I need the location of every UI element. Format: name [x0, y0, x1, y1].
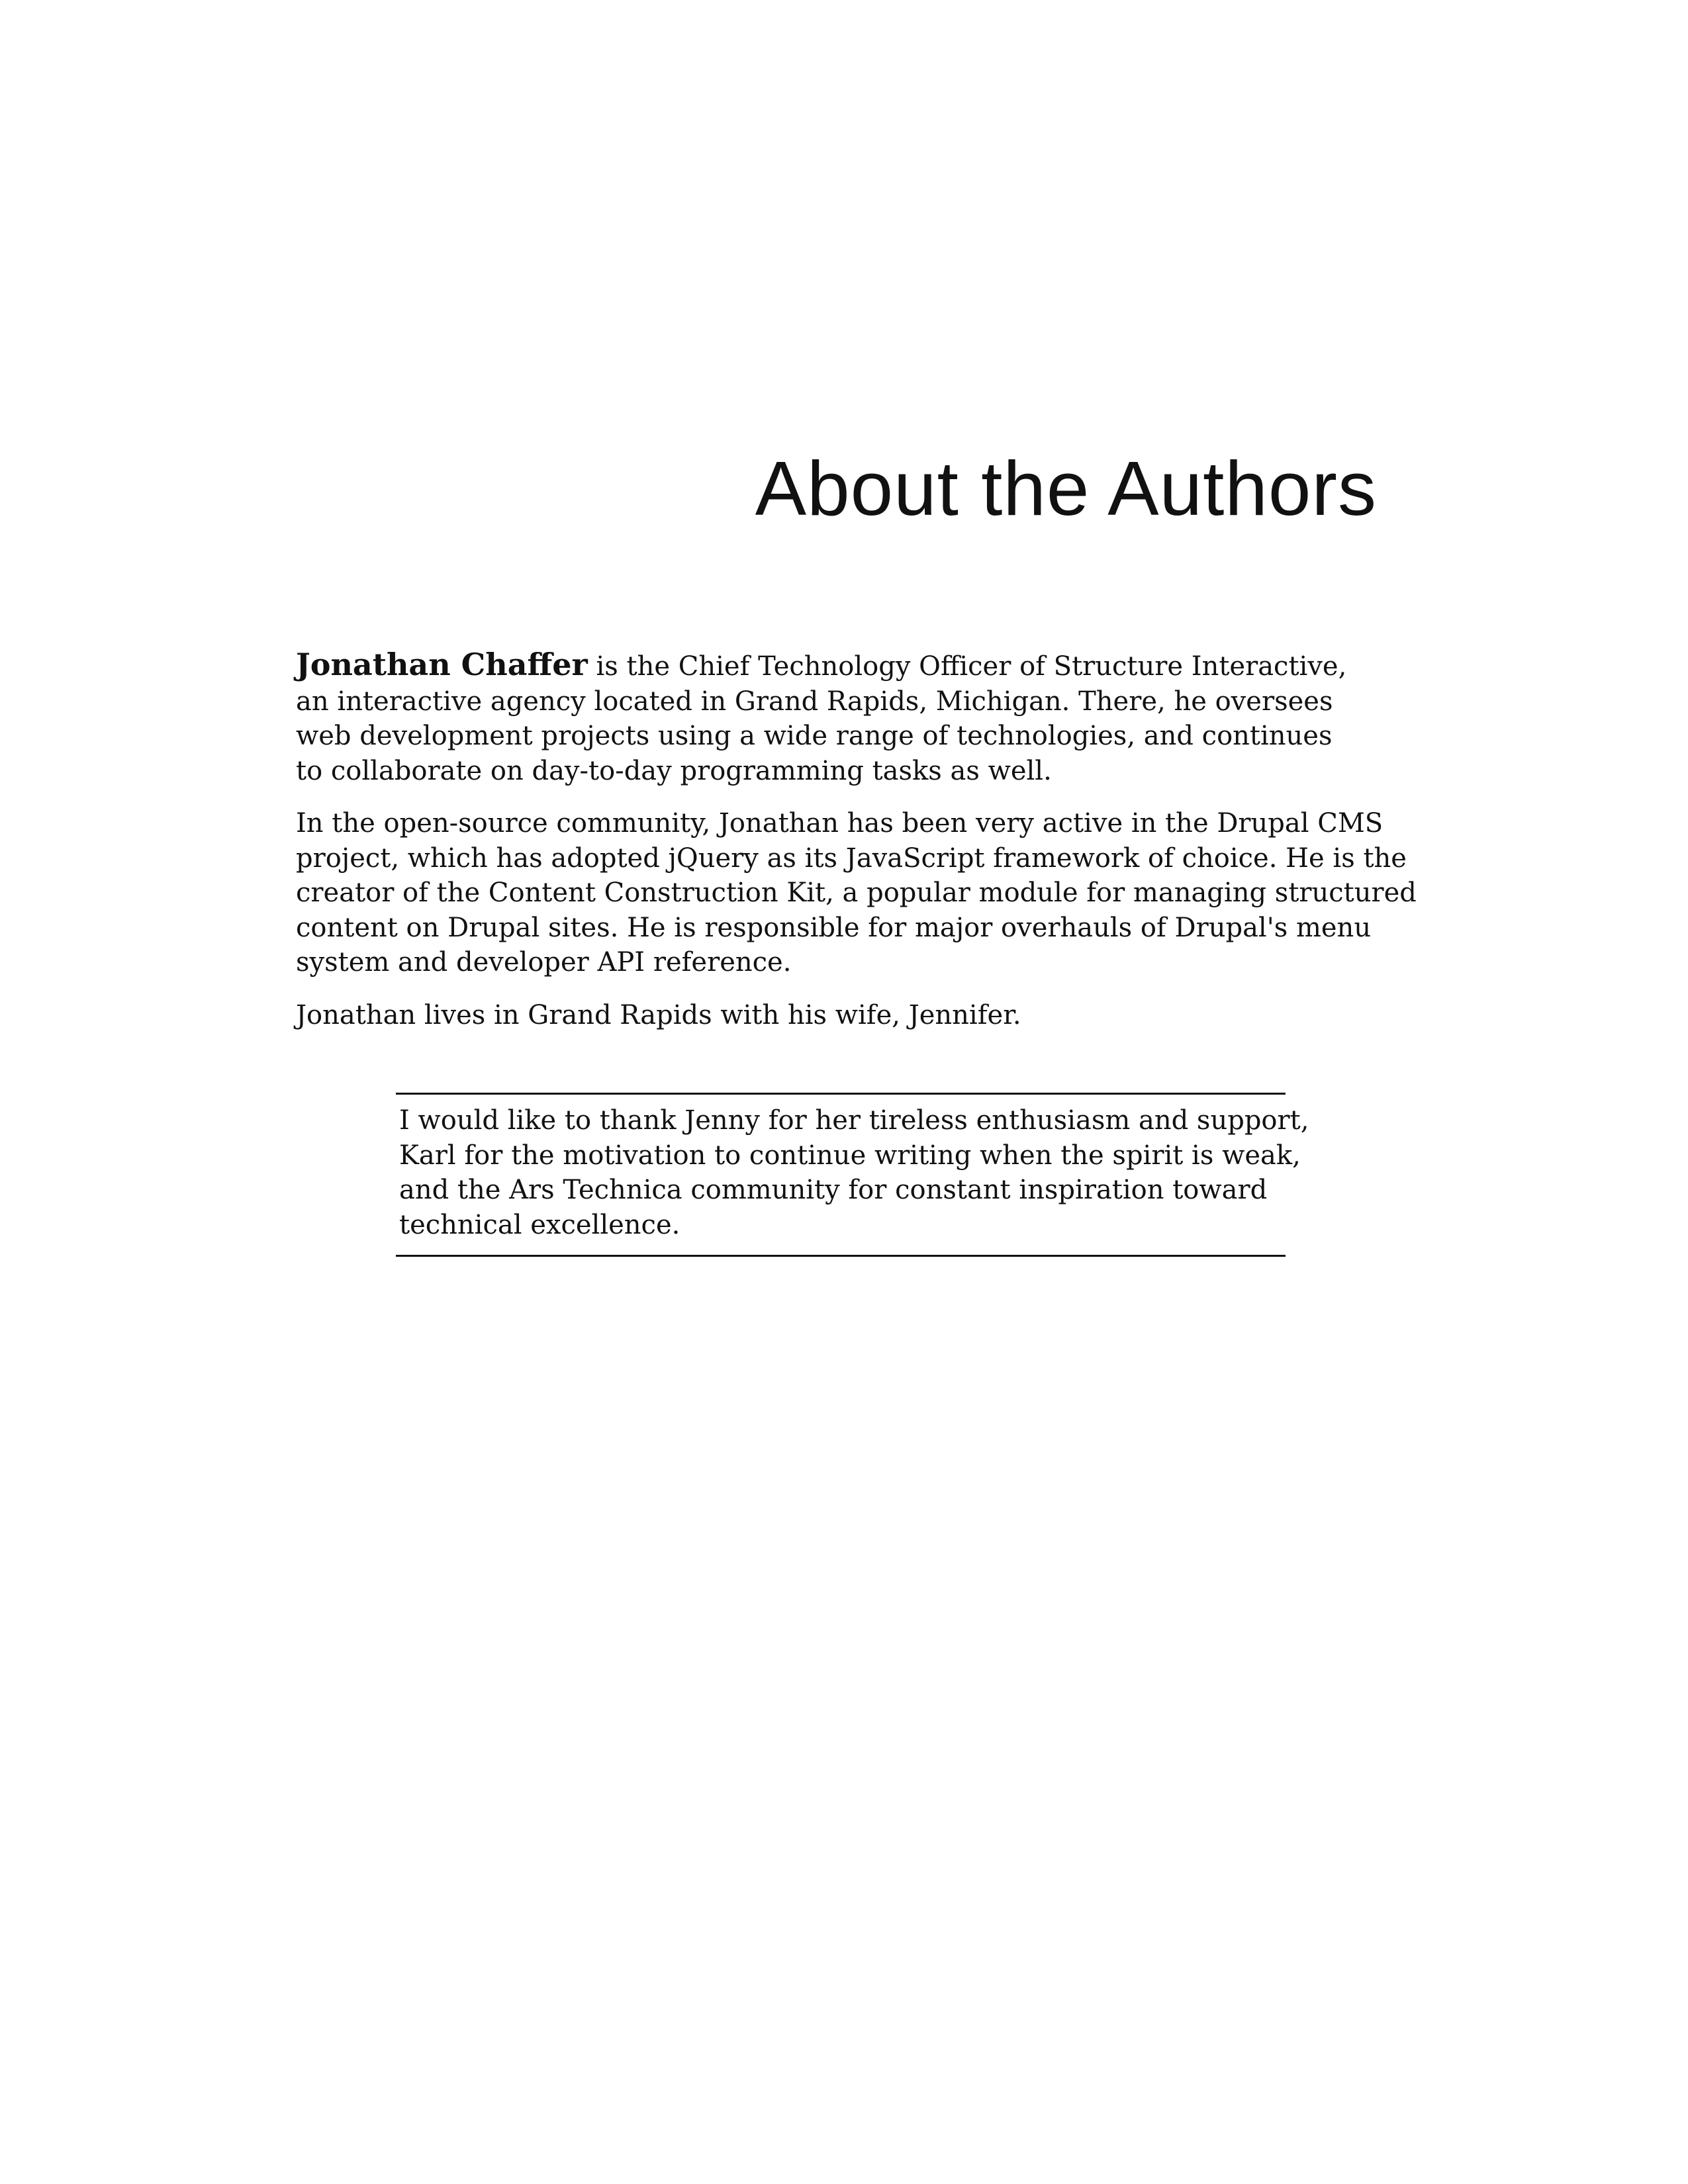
author-name: Jonathan Chaffer — [296, 647, 588, 682]
acknowledgment-line: technical excellence. — [399, 1209, 680, 1240]
bio-paragraph-personal — [296, 998, 1382, 1033]
text-line: creator of the Content Construction Kit, a popular module for managing structured — [296, 878, 1417, 908]
text-line: content on Drupal sites. He is responsible for major overhauls of Drupal's menu — [296, 912, 1372, 943]
author-bio — [296, 647, 1417, 1050]
text-line: Jonathan lives in Grand Rapids with his wife, Jennifer. — [296, 999, 1021, 1030]
text-line: web development projects using a wide range of technologies, and continues — [296, 721, 1333, 751]
text-line: to collaborate on day-to-day programming tasks as well. — [296, 755, 1052, 786]
text-line: an interactive agency located in Grand Rapids, Michigan. There, he oversees — [296, 686, 1333, 717]
bio-paragraph-intro — [296, 647, 1382, 788]
acknowledgment-line: and the Ars Technica community for constant inspiration toward — [399, 1175, 1268, 1205]
text-line: system and developer API reference. — [296, 947, 792, 978]
bio-paragraph-community — [296, 806, 1417, 980]
text-line: Jonathan Chaffer is the Chief Technology Officer of Structure Interactive, — [296, 647, 1347, 682]
page-title: About the Authors — [755, 445, 1377, 531]
text-line: In the open-source community, Jonathan has been very active in the Drupal CMS — [296, 808, 1383, 839]
acknowledgment-line: Karl for the motivation to continue writing when the spirit is weak, — [399, 1140, 1301, 1171]
acknowledgment-box — [396, 1093, 1309, 1257]
text-line: project, which has adopted jQuery as its JavaScript framework of choice. He is the — [296, 842, 1407, 874]
acknowledgment-line: I would like to thank Jenny for her tireless enthusiasm and support, — [399, 1105, 1309, 1136]
